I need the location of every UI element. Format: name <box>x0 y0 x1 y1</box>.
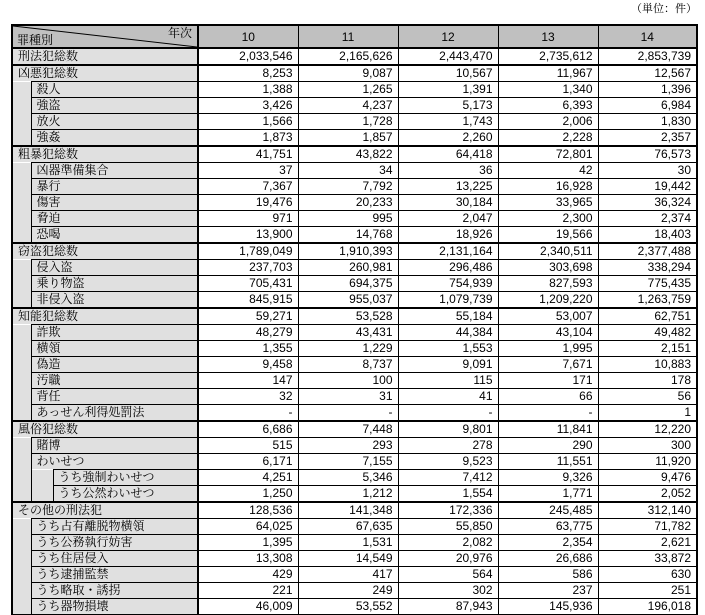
value-cell: - <box>298 405 398 422</box>
corner-label-year: 年次 <box>168 26 193 40</box>
value-cell: 995 <box>298 211 398 227</box>
value-cell: 1,743 <box>398 114 498 130</box>
row-label: 強盗 <box>31 98 198 114</box>
value-cell: - <box>398 405 498 422</box>
value-cell: 13,308 <box>198 551 298 567</box>
value-cell: 245,485 <box>498 502 598 519</box>
value-cell: 303,698 <box>498 260 598 276</box>
value-cell: 630 <box>598 567 697 583</box>
value-cell: 1 <box>598 405 697 422</box>
corner-label-category: 罪種別 <box>17 33 54 47</box>
row-label: 知能犯総数 <box>12 308 198 325</box>
value-cell: 18,926 <box>398 227 498 244</box>
value-cell: 300 <box>598 438 697 454</box>
row-label: その他の刑法犯 <box>12 502 198 519</box>
value-cell: 5,173 <box>398 98 498 114</box>
table-row <box>12 98 697 114</box>
value-cell: - <box>198 405 298 422</box>
row-label: 粗暴犯総数 <box>12 146 198 163</box>
table-row <box>12 130 697 147</box>
year-header-cell: 12 <box>398 25 498 48</box>
row-label: 脅迫 <box>31 211 198 227</box>
value-cell: 4,251 <box>198 470 298 486</box>
row-label: 侵入盗 <box>31 260 198 276</box>
value-cell: 5,346 <box>298 470 398 486</box>
value-cell: 53,528 <box>298 308 398 325</box>
value-cell: 260,981 <box>298 260 398 276</box>
value-cell: 53,007 <box>498 308 598 325</box>
value-cell: 2,033,546 <box>198 48 298 65</box>
value-cell: 2,354 <box>498 535 598 551</box>
row-label: 暴行 <box>31 179 198 195</box>
table-row <box>12 325 697 341</box>
value-cell: 20,976 <box>398 551 498 567</box>
value-cell: 775,435 <box>598 276 697 292</box>
row-label: うち公務執行妨害 <box>31 535 198 551</box>
value-cell: 11,551 <box>498 454 598 470</box>
value-cell: 312,140 <box>598 502 697 519</box>
row-label: うち強制わいせつ <box>53 470 198 486</box>
value-cell: 845,915 <box>198 292 298 309</box>
value-cell: 62,751 <box>598 308 697 325</box>
value-cell: 1,553 <box>398 341 498 357</box>
value-cell: 1,388 <box>198 82 298 98</box>
indent-strip <box>12 519 31 615</box>
value-cell: 16,928 <box>498 179 598 195</box>
row-label: あっせん利得処罰法 <box>31 405 198 422</box>
value-cell: 2,300 <box>498 211 598 227</box>
crime-statistics-table <box>11 24 698 615</box>
table-body <box>12 48 697 615</box>
value-cell: 1,728 <box>298 114 398 130</box>
row-label: 凶悪犯総数 <box>12 65 198 82</box>
row-label: わいせつ <box>31 454 198 470</box>
row-label: 偽造 <box>31 357 198 373</box>
value-cell: 63,775 <box>498 519 598 535</box>
value-cell: 251 <box>598 583 697 599</box>
value-cell: 827,593 <box>498 276 598 292</box>
table-row <box>12 276 697 292</box>
table-row <box>12 535 697 551</box>
table-row <box>12 551 697 567</box>
table-row <box>12 114 697 130</box>
value-cell: 19,442 <box>598 179 697 195</box>
value-cell: 2,006 <box>498 114 598 130</box>
value-cell: 2,735,612 <box>498 48 598 65</box>
table-row <box>12 502 697 519</box>
value-cell: 10,883 <box>598 357 697 373</box>
value-cell: 10,567 <box>398 65 498 82</box>
value-cell: 11,967 <box>498 65 598 82</box>
value-cell: 1,250 <box>198 486 298 503</box>
value-cell: 64,025 <box>198 519 298 535</box>
table-row <box>12 341 697 357</box>
value-cell: 13,225 <box>398 179 498 195</box>
value-cell: 100 <box>298 373 398 389</box>
row-label: 凶器準備集合 <box>31 163 198 179</box>
value-cell: 2,340,511 <box>498 243 598 260</box>
value-cell: 293 <box>298 438 398 454</box>
value-cell: 955,037 <box>298 292 398 309</box>
value-cell: 1,830 <box>598 114 697 130</box>
value-cell: 115 <box>398 373 498 389</box>
value-cell: 30 <box>598 163 697 179</box>
value-cell: 128,536 <box>198 502 298 519</box>
value-cell: 1,391 <box>398 82 498 98</box>
value-cell: 56 <box>598 389 697 405</box>
value-cell: 1,857 <box>298 130 398 147</box>
table-row <box>12 163 697 179</box>
corner-header-cell <box>12 25 198 48</box>
value-cell: 6,171 <box>198 454 298 470</box>
table-row <box>12 373 697 389</box>
value-cell: 37 <box>198 163 298 179</box>
value-cell: 171 <box>498 373 598 389</box>
value-cell: 1,554 <box>398 486 498 503</box>
value-cell: 278 <box>398 438 498 454</box>
value-cell: 1,531 <box>298 535 398 551</box>
table-row <box>12 389 697 405</box>
row-label: 傷害 <box>31 195 198 211</box>
value-cell: 1,265 <box>298 82 398 98</box>
value-cell: 8,737 <box>298 357 398 373</box>
value-cell: 14,549 <box>298 551 398 567</box>
value-cell: 147 <box>198 373 298 389</box>
value-cell: 9,087 <box>298 65 398 82</box>
row-label: 強姦 <box>31 130 198 147</box>
table-row <box>12 470 697 486</box>
value-cell: 2,357 <box>598 130 697 147</box>
value-cell: - <box>498 405 598 422</box>
value-cell: 14,768 <box>298 227 398 244</box>
value-cell: 1,395 <box>198 535 298 551</box>
value-cell: 971 <box>198 211 298 227</box>
value-cell: 55,184 <box>398 308 498 325</box>
value-cell: 694,375 <box>298 276 398 292</box>
table-row <box>12 227 697 244</box>
table-row <box>12 195 697 211</box>
value-cell: 1,995 <box>498 341 598 357</box>
row-label: 背任 <box>31 389 198 405</box>
table-row <box>12 519 697 535</box>
value-cell: 43,104 <box>498 325 598 341</box>
value-cell: 49,482 <box>598 325 697 341</box>
header-row <box>12 25 697 48</box>
value-cell: 26,686 <box>498 551 598 567</box>
value-cell: 296,486 <box>398 260 498 276</box>
table-row <box>12 260 697 276</box>
value-cell: 1,873 <box>198 130 298 147</box>
value-cell: 1,910,393 <box>298 243 398 260</box>
table-row <box>12 486 697 503</box>
row-label: 窃盗犯総数 <box>12 243 198 260</box>
value-cell: 4,237 <box>298 98 398 114</box>
row-label: 非侵入盗 <box>31 292 198 309</box>
year-header-cell: 11 <box>298 25 398 48</box>
value-cell: 9,326 <box>498 470 598 486</box>
value-cell: 9,458 <box>198 357 298 373</box>
value-cell: 1,263,759 <box>598 292 697 309</box>
value-cell: 178 <box>598 373 697 389</box>
value-cell: 2,047 <box>398 211 498 227</box>
value-cell: 9,091 <box>398 357 498 373</box>
value-cell: 1,340 <box>498 82 598 98</box>
value-cell: 1,789,049 <box>198 243 298 260</box>
table-row <box>12 357 697 373</box>
value-cell: 53,552 <box>298 599 398 615</box>
value-cell: 64,418 <box>398 146 498 163</box>
value-cell: 754,939 <box>398 276 498 292</box>
value-cell: 33,965 <box>498 195 598 211</box>
value-cell: 46,009 <box>198 599 298 615</box>
unit-label: （単位：件） <box>631 3 697 15</box>
value-cell: 31 <box>298 389 398 405</box>
table-row <box>12 146 697 163</box>
value-cell: 19,566 <box>498 227 598 244</box>
value-cell: 290 <box>498 438 598 454</box>
indent-strip <box>12 438 31 503</box>
value-cell: 20,233 <box>298 195 398 211</box>
value-cell: 7,671 <box>498 357 598 373</box>
value-cell: 1,355 <box>198 341 298 357</box>
row-label: 放火 <box>31 114 198 130</box>
value-cell: 2,165,626 <box>298 48 398 65</box>
value-cell: 33,872 <box>598 551 697 567</box>
row-label: 詐欺 <box>31 325 198 341</box>
value-cell: 41 <box>398 389 498 405</box>
value-cell: 43,822 <box>298 146 398 163</box>
value-cell: 2,052 <box>598 486 697 503</box>
value-cell: 76,573 <box>598 146 697 163</box>
value-cell: 2,151 <box>598 341 697 357</box>
value-cell: 9,523 <box>398 454 498 470</box>
row-label: うち器物損壊 <box>31 599 198 615</box>
value-cell: 72,801 <box>498 146 598 163</box>
value-cell: 41,751 <box>198 146 298 163</box>
value-cell: 1,209,220 <box>498 292 598 309</box>
value-cell: 6,686 <box>198 421 298 438</box>
table-row <box>12 48 697 65</box>
indent-strip <box>31 470 53 503</box>
value-cell: 1,566 <box>198 114 298 130</box>
table-row <box>12 82 697 98</box>
value-cell: 7,367 <box>198 179 298 195</box>
value-cell: 338,294 <box>598 260 697 276</box>
value-cell: 237,703 <box>198 260 298 276</box>
table-row <box>12 65 697 82</box>
row-label: 横領 <box>31 341 198 357</box>
value-cell: 1,212 <box>298 486 398 503</box>
table-row <box>12 567 697 583</box>
table-row <box>12 405 697 422</box>
value-cell: 19,476 <box>198 195 298 211</box>
value-cell: 6,984 <box>598 98 697 114</box>
value-cell: 30,184 <box>398 195 498 211</box>
value-cell: 1,771 <box>498 486 598 503</box>
value-cell: 55,850 <box>398 519 498 535</box>
table-row <box>12 599 697 615</box>
value-cell: 13,900 <box>198 227 298 244</box>
value-cell: 7,155 <box>298 454 398 470</box>
table-row <box>12 243 697 260</box>
value-cell: 145,936 <box>498 599 598 615</box>
value-cell: 9,476 <box>598 470 697 486</box>
value-cell: 9,801 <box>398 421 498 438</box>
value-cell: 2,228 <box>498 130 598 147</box>
row-label: うち占有離脱物横領 <box>31 519 198 535</box>
value-cell: 43,431 <box>298 325 398 341</box>
value-cell: 71,782 <box>598 519 697 535</box>
value-cell: 59,271 <box>198 308 298 325</box>
value-cell: 2,853,739 <box>598 48 697 65</box>
value-cell: 48,279 <box>198 325 298 341</box>
value-cell: 3,426 <box>198 98 298 114</box>
table-row <box>12 308 697 325</box>
row-label: 殺人 <box>31 82 198 98</box>
value-cell: 44,384 <box>398 325 498 341</box>
value-cell: 2,621 <box>598 535 697 551</box>
value-cell: 34 <box>298 163 398 179</box>
value-cell: 7,792 <box>298 179 398 195</box>
value-cell: 141,348 <box>298 502 398 519</box>
table-row <box>12 438 697 454</box>
value-cell: 429 <box>198 567 298 583</box>
value-cell: 196,018 <box>598 599 697 615</box>
row-label: 恐喝 <box>31 227 198 244</box>
value-cell: 302 <box>398 583 498 599</box>
row-label: 汚職 <box>31 373 198 389</box>
value-cell: 66 <box>498 389 598 405</box>
indent-strip <box>12 82 31 147</box>
value-cell: 11,841 <box>498 421 598 438</box>
value-cell: 32 <box>198 389 298 405</box>
table-row <box>12 421 697 438</box>
value-cell: 2,374 <box>598 211 697 227</box>
indent-strip <box>12 163 31 244</box>
row-label: うち略取・誘拐 <box>31 583 198 599</box>
value-cell: 417 <box>298 567 398 583</box>
value-cell: 7,448 <box>298 421 398 438</box>
value-cell: 18,403 <box>598 227 697 244</box>
value-cell: 586 <box>498 567 598 583</box>
value-cell: 515 <box>198 438 298 454</box>
value-cell: 564 <box>398 567 498 583</box>
table-row <box>12 292 697 309</box>
value-cell: 237 <box>498 583 598 599</box>
value-cell: 36,324 <box>598 195 697 211</box>
value-cell: 172,336 <box>398 502 498 519</box>
table-row <box>12 211 697 227</box>
value-cell: 12,567 <box>598 65 697 82</box>
value-cell: 11,920 <box>598 454 697 470</box>
value-cell: 2,377,488 <box>598 243 697 260</box>
value-cell: 1,396 <box>598 82 697 98</box>
indent-strip <box>12 260 31 309</box>
value-cell: 67,635 <box>298 519 398 535</box>
value-cell: 42 <box>498 163 598 179</box>
row-label: うち住居侵入 <box>31 551 198 567</box>
value-cell: 705,431 <box>198 276 298 292</box>
value-cell: 7,412 <box>398 470 498 486</box>
year-header-cell: 14 <box>598 25 697 48</box>
year-header-cell: 10 <box>198 25 298 48</box>
row-label: うち逮捕監禁 <box>31 567 198 583</box>
table-row <box>12 583 697 599</box>
value-cell: 6,393 <box>498 98 598 114</box>
value-cell: 249 <box>298 583 398 599</box>
row-label: 風俗犯総数 <box>12 421 198 438</box>
value-cell: 2,443,470 <box>398 48 498 65</box>
value-cell: 221 <box>198 583 298 599</box>
value-cell: 2,131,164 <box>398 243 498 260</box>
value-cell: 87,943 <box>398 599 498 615</box>
value-cell: 36 <box>398 163 498 179</box>
table-row <box>12 179 697 195</box>
row-label: 賭博 <box>31 438 198 454</box>
row-label: 乗り物盗 <box>31 276 198 292</box>
value-cell: 12,220 <box>598 421 697 438</box>
value-cell: 1,079,739 <box>398 292 498 309</box>
row-label: 刑法犯総数 <box>12 48 198 65</box>
row-label: うち公然わいせつ <box>53 486 198 503</box>
year-header-cell: 13 <box>498 25 598 48</box>
value-cell: 2,082 <box>398 535 498 551</box>
value-cell: 8,253 <box>198 65 298 82</box>
table-row <box>12 454 697 470</box>
value-cell: 2,260 <box>398 130 498 147</box>
indent-strip <box>12 325 31 422</box>
value-cell: 1,229 <box>298 341 398 357</box>
